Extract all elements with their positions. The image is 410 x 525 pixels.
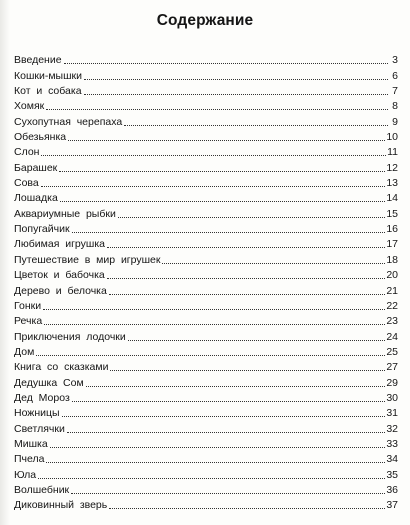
dot-leader — [109, 508, 385, 509]
toc-entry-title: Слон — [14, 146, 40, 159]
table-of-contents — [14, 51, 398, 511]
toc-entry-page-number: 15 — [386, 207, 398, 220]
toc-entry — [14, 158, 398, 173]
toc-entry — [14, 297, 398, 312]
dot-leader — [43, 309, 385, 310]
toc-entry — [14, 358, 398, 373]
dot-leader — [62, 416, 386, 417]
dot-leader — [50, 447, 386, 448]
toc-entry — [14, 204, 398, 219]
dot-leader — [36, 355, 385, 356]
toc-entry-page-number: 9 — [392, 115, 398, 128]
dot-leader — [107, 278, 386, 279]
toc-entry-title: Юла — [14, 468, 37, 481]
toc-entry — [14, 435, 398, 450]
toc-entry-page-number: 34 — [386, 453, 398, 466]
toc-entry-page-number: 13 — [386, 177, 398, 190]
toc-entry-title: Сова — [14, 177, 39, 190]
toc-entry-page-number: 27 — [386, 361, 398, 374]
toc-entry-page-number: 6 — [392, 69, 398, 82]
toc-entry-title: Любимая игрушка — [14, 238, 105, 251]
dot-leader — [128, 340, 386, 341]
toc-entry — [14, 496, 398, 511]
dot-leader — [86, 386, 386, 387]
toc-entry-page-number: 21 — [386, 284, 398, 297]
dot-leader — [44, 324, 385, 325]
toc-entry-title: Диковинный зверь — [14, 499, 108, 512]
toc-entry — [14, 143, 398, 158]
toc-entry — [14, 51, 398, 66]
dot-leader — [84, 94, 388, 95]
dot-leader — [41, 155, 386, 156]
toc-entry-page-number: 18 — [386, 253, 398, 266]
toc-entry-page-number: 33 — [386, 437, 398, 450]
toc-entry-page-number: 22 — [386, 299, 398, 312]
toc-entry-title: Аквариумные рыбки — [14, 207, 116, 220]
toc-entry — [14, 419, 398, 434]
toc-entry-page-number: 11 — [387, 146, 398, 159]
toc-entry-title: Дед Мороз — [14, 391, 70, 404]
toc-entry — [14, 128, 398, 143]
toc-entry — [14, 250, 398, 265]
toc-entry-page-number: 36 — [386, 483, 398, 496]
dot-leader — [118, 217, 385, 218]
toc-entry — [14, 189, 398, 204]
dot-leader — [38, 478, 385, 479]
toc-entry-page-number: 10 — [386, 131, 398, 144]
toc-entry-title: Ножницы — [14, 407, 60, 420]
toc-entry — [14, 97, 398, 112]
toc-entry — [14, 66, 398, 81]
toc-entry — [14, 343, 398, 358]
toc-entry-title: Дедушка Сом — [14, 376, 84, 389]
toc-entry-page-number: 14 — [386, 192, 398, 205]
toc-entry-page-number: 20 — [386, 269, 398, 282]
dot-leader — [109, 294, 385, 295]
toc-entry — [14, 174, 398, 189]
dot-leader — [71, 493, 385, 494]
toc-entry — [14, 312, 398, 327]
toc-entry — [14, 373, 398, 388]
toc-entry-title: Речка — [14, 315, 43, 328]
toc-entry — [14, 235, 398, 250]
toc-entry-title: Попугайчик — [14, 223, 70, 236]
toc-entry — [14, 481, 398, 496]
toc-entry-page-number: 25 — [386, 345, 398, 358]
toc-entry-title: Светлячки — [14, 422, 65, 435]
dot-leader — [67, 432, 385, 433]
dot-leader — [124, 125, 388, 126]
toc-entry-page-number: 7 — [392, 85, 398, 98]
toc-entry-page-number: 24 — [386, 330, 398, 343]
toc-entry-title: Обезьянка — [14, 131, 67, 144]
toc-entry — [14, 450, 398, 465]
dot-leader — [59, 171, 385, 172]
dot-leader — [46, 462, 385, 463]
toc-entry-title: Кот и собака — [14, 85, 82, 98]
dot-leader — [72, 232, 386, 233]
dot-leader — [46, 109, 388, 110]
dot-leader — [162, 263, 385, 264]
toc-entry — [14, 82, 398, 97]
page-binding-shadow — [0, 0, 10, 525]
dot-leader — [60, 201, 386, 202]
toc-entry-page-number: 3 — [392, 54, 398, 67]
toc-entry-title: Пчела — [14, 453, 45, 466]
toc-entry — [14, 389, 398, 404]
toc-entry-title: Лошадка — [14, 192, 58, 205]
toc-entry-title: Сухопутная черепаха — [14, 115, 123, 128]
dot-leader — [72, 401, 386, 402]
toc-entry-title: Путешествие в мир игрушек — [14, 253, 161, 266]
toc-entry — [14, 327, 398, 342]
toc-entry-page-number: 17 — [386, 238, 398, 251]
toc-entry — [14, 266, 398, 281]
toc-entry-page-number: 37 — [386, 499, 398, 512]
toc-entry-page-number: 23 — [386, 315, 398, 328]
toc-entry — [14, 281, 398, 296]
dot-leader — [68, 140, 385, 141]
page-title: Содержание — [156, 12, 254, 29]
toc-entry-page-number: 32 — [386, 422, 398, 435]
toc-entry-title: Мишка — [14, 437, 48, 450]
toc-entry-title: Дом — [14, 345, 35, 358]
toc-entry-page-number: 35 — [386, 468, 398, 481]
toc-entry-title: Волшебник — [14, 483, 70, 496]
toc-entry-page-number: 30 — [386, 391, 398, 404]
toc-entry-title: Гонки — [14, 299, 42, 312]
toc-entry-title: Книга со сказками — [14, 361, 109, 374]
toc-entry — [14, 220, 398, 235]
toc-entry-page-number: 8 — [392, 100, 398, 113]
toc-entry — [14, 465, 398, 480]
toc-entry-title: Цветок и бабочка — [14, 269, 105, 282]
toc-entry — [14, 404, 398, 419]
dot-leader — [110, 370, 385, 371]
dot-leader — [64, 63, 388, 64]
dot-leader — [41, 186, 386, 187]
toc-entry-page-number: 16 — [386, 223, 398, 236]
toc-entry-title: Кошки-мышки — [14, 69, 82, 82]
dot-leader — [84, 79, 388, 80]
toc-entry-title: Дерево и белочка — [14, 284, 107, 297]
toc-entry-title: Приключения лодочки — [14, 330, 126, 343]
toc-entry-title: Хомяк — [14, 100, 45, 113]
toc-entry — [14, 112, 398, 127]
dot-leader — [107, 247, 385, 248]
toc-entry-title: Введение — [14, 54, 62, 67]
toc-entry-page-number: 31 — [386, 407, 398, 420]
toc-entry-page-number: 12 — [386, 161, 398, 174]
toc-entry-title: Барашек — [14, 161, 58, 174]
toc-entry-page-number: 29 — [386, 376, 398, 389]
